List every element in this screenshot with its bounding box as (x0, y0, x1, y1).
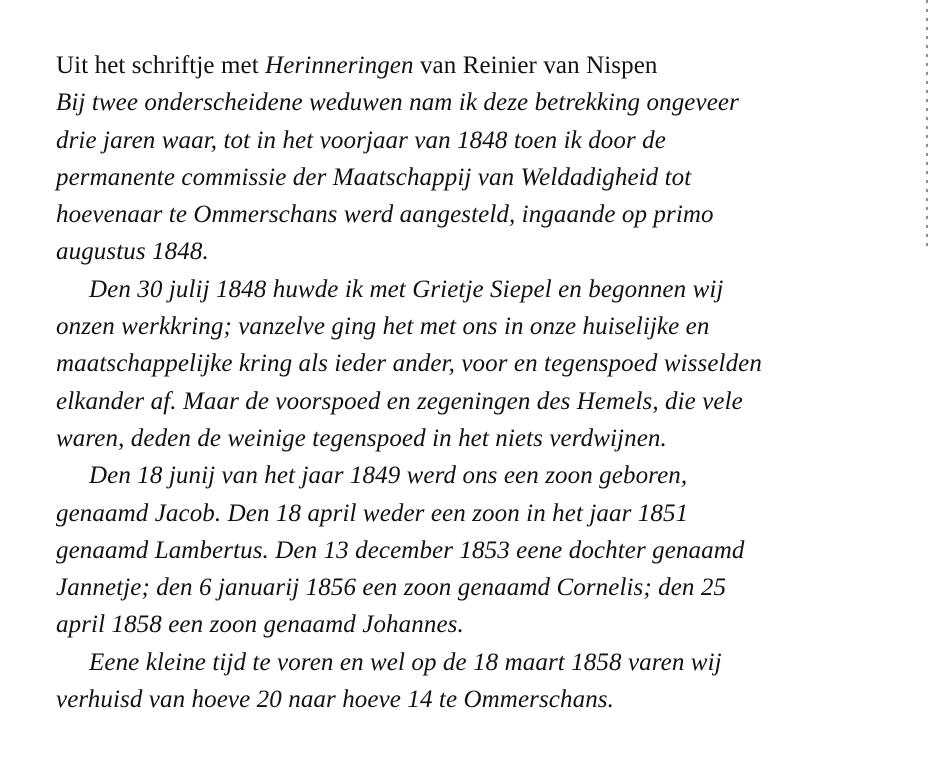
text-line: genaamd Lambertus. Den 13 december 1853 eene dochter genaamd (56, 536, 745, 564)
text-line: onzen werkkring; vanzelve ging het met ons in onze huiselijke en (56, 313, 710, 341)
heading-pre: Uit het schriftje met (56, 52, 266, 79)
text-line: Eene kleine tijd te voren en wel op de 18 maart 1858 varen wij (89, 648, 722, 676)
text-line: maatschappelijke kring als ieder ander, voor en tegenspoed wisselden (56, 350, 762, 378)
paragraphs (56, 84, 856, 718)
text-line: Jannetje; den 6 januarij 1856 een zoon genaamd Cornelis; den 25 (56, 574, 727, 602)
text-line: hoevenaar te Ommerschans werd aangesteld, ingaande op primo (56, 201, 714, 229)
paragraph (56, 84, 856, 270)
text-line: augustus 1848. (56, 238, 209, 266)
text-line: Den 30 julij 1848 huwde ik met Grietje Siepel en begonnen wij (89, 275, 724, 303)
margin-mark (926, 0, 928, 250)
heading-italic-title: Herinneringen (265, 52, 414, 79)
heading-post: van Reinier van Nispen (413, 52, 658, 79)
text-line: drie jaren waar, tot in het voorjaar van 1848 toen ik door de (56, 126, 666, 154)
paragraph (56, 271, 856, 457)
text-line: permanente commissie der Maatschappij van Weldadigheid tot (56, 163, 692, 191)
paragraph (56, 644, 856, 719)
paragraph (56, 457, 856, 643)
text-line: genaamd Jacob. Den 18 april weder een zoon in het jaar 1851 (56, 499, 689, 527)
text-line: elkander af. Maar de voorspoed en zegeningen des Hemels, die vele (56, 387, 743, 415)
heading (56, 47, 856, 84)
text-line: waren, deden de weinige tegenspoed in het niets verdwijnen. (56, 424, 667, 452)
text-line: Bij twee onderscheidene weduwen nam ik deze betrekking ongeveer (56, 89, 739, 117)
text-line: Den 18 junij van het jaar 1849 werd ons een zoon geboren, (89, 462, 688, 490)
text-line: april 1858 een zoon genaamd Johannes. (56, 611, 464, 639)
text-line: verhuisd van hoeve 20 naar hoeve 14 te Ommerschans. (56, 686, 614, 714)
text-block (56, 47, 856, 718)
